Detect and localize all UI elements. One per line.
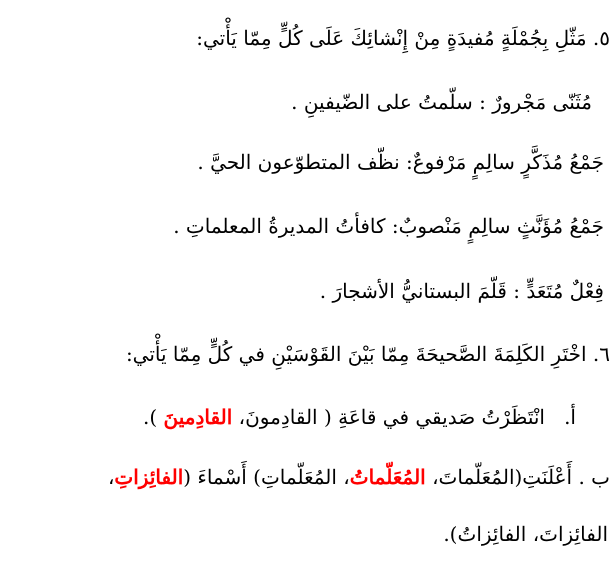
q6-item-b-answer-1: المُعَلّماتُ (349, 465, 426, 489)
question-5-heading: ٥. مَثّلِ بِجُمْلَةٍ مُفيدَةٍ مِنْ إِنْشائِكَ عَلَى كُلٍّ مِمّا يَأْتي: (196, 26, 610, 50)
q6-item-b-text-1: أَعْلَنَتِ(المُعَلّماتَ، (425, 465, 573, 489)
q6-item-a-letter: أ. (564, 405, 576, 429)
q6-item-b-answer-2: الفائِزاتِ (114, 465, 184, 489)
q6-item-b-text-2: ، المُعَلّماتِ) أَسْماءَ ( (183, 465, 350, 489)
q5-item-masculine-plural: جَمْعُ مُذَكَّرٍ سالِمٍ مَرْفوعٌ: نظّف المتطوّعون الحيَّ . (197, 150, 604, 174)
q6-item-a-close: ). (143, 405, 164, 429)
q5-item-dual: مُثَنّى مَجْرورٌ : سلّمتُ على الضّيفينِ . (291, 90, 592, 114)
q6-item-b-text-3: ، (107, 465, 115, 489)
q5-item-transitive-verb: فِعْلٌ مُتَعَدٍّ : قَلّمَ البستانيُّ الأشجارَ . (319, 279, 604, 303)
question-6-heading: ٦. اخْتَرِ الكَلِمَةَ الصَّحيحَةَ مِمّا بَيْنَ القَوْسَيْنِ في كُلٍّ مِمّا يَأْتي: (125, 342, 610, 366)
q5-item-feminine-plural: جَمْعُ مُؤَنَّثٍ سالِمٍ مَنْصوبٌ: كافأتُ المديرةُ المعلماتِ . (173, 214, 604, 238)
q6-item-a-text: انْتَظَرْتُ صَديقي في قاعَةِ ( القادِمونَ، (232, 405, 545, 429)
q6-item-b-line-2: الفائِزاتَ، الفائِزاتُ). (443, 522, 608, 546)
q6-item-b-line-1 (6, 463, 610, 491)
q6-item-b-letter: ب . (578, 465, 610, 489)
q6-item-a-answer: القادِمينَ (163, 405, 233, 429)
q6-item-a (6, 403, 576, 431)
